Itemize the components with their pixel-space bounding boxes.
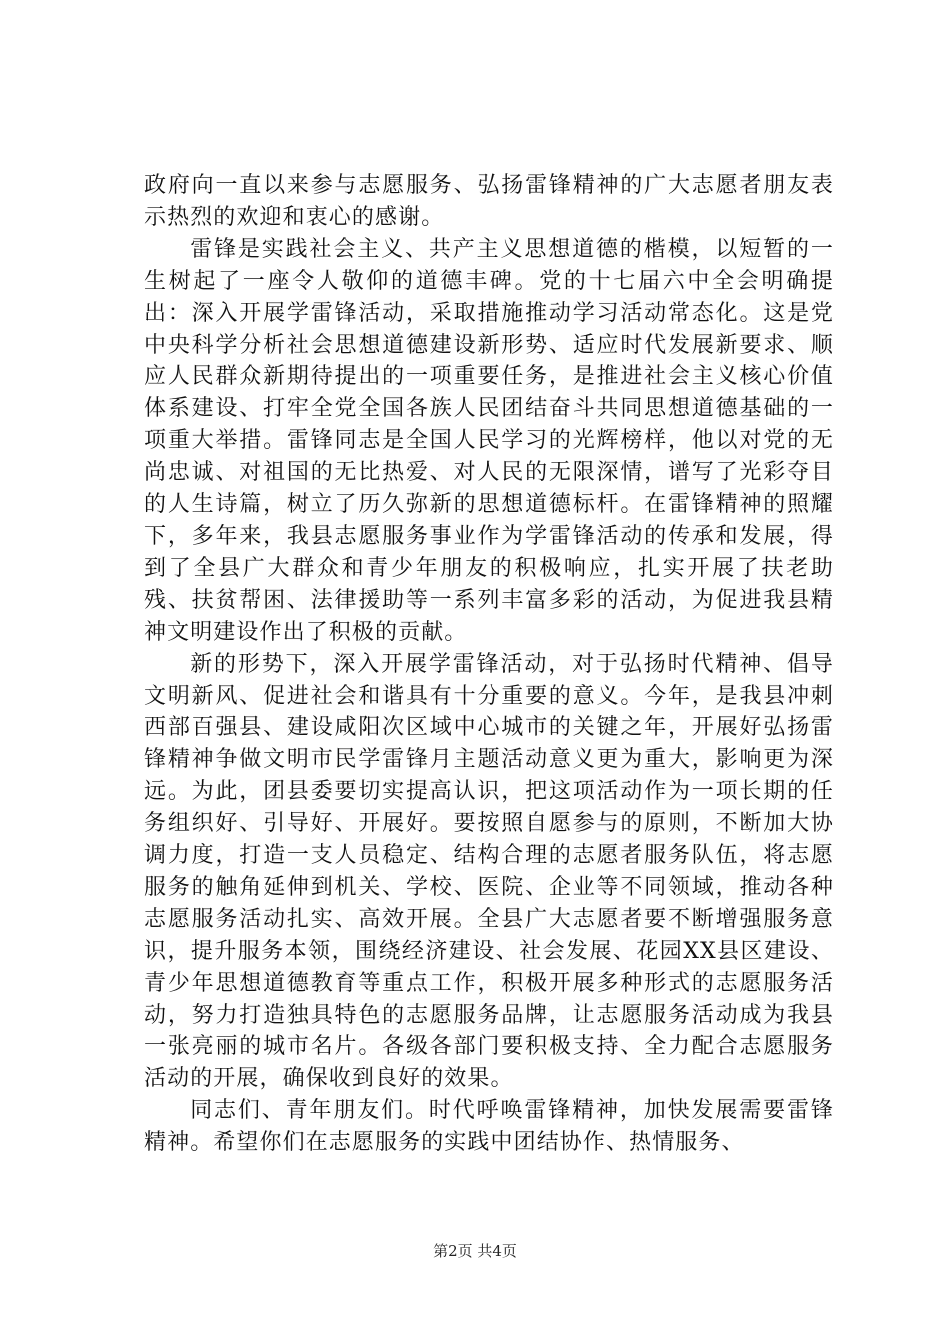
paragraph: 雷锋是实践社会主义、共产主义思想道德的楷模，以短暂的一生树起了一座令人敬仰的道德丰碑。党的十七届六中全会明确提出：深入开展学雷锋活动，采取措施推动学习活动常态化。这是党中央科学分析社会思想道德建设新形势、适应时代发展新要求、顺应人民群众新期待提出的一项重要任务，是推进社会主义核心价值体系建设、打牢全党全国各族人民团结奋斗共同思想道德基础的一项重大举措。雷锋同志是全国人民学习的光辉榜样，他以对党的无尚忠诚、对祖国的无比热爱、对人民的无限深情，谱写了光彩夺目的人生诗篇，树立了历久弥新的思想道德标杆。在雷锋精神的照耀下，多年来，我县志愿服务事业作为学雷锋活动的传承和发展，得到了全县广大群众和青少年朋友的积极响应，扎实开展了扶老助残、扶贫帮困、法律援助等一系列丰富多彩的活动，为促进我县精神文明建设作出了积极的贡献。 xyxy=(144,236,834,645)
document-body xyxy=(144,170,834,1159)
page-number-footer: 第2页 共4页 xyxy=(433,1242,517,1260)
paragraph: 新的形势下，深入开展学雷锋活动，对于弘扬时代精神、倡导文明新风、促进社会和谐具有十分重要的意义。今年，是我县冲刺西部百强县、建设咸阳次区域中心城市的关键之年，开展好弘扬雷锋精神争做文明市民学雷锋月主题活动意义更为重大，影响更为深远。为此，团县委要切实提高认识，把这项活动作为一项长期的任务组织好、引导好、开展好。要按照自愿参与的原则，不断加大协调力度，打造一支人员稳定、结构合理的志愿者服务队伍，将志愿服务的触角延伸到机关、学校、医院、企业等不同领域，推动各种志愿服务活动扎实、高效开展。全县广大志愿者要不断增强服务意识，提升服务本领，围绕经济建设、社会发展、花园XX县区建设、青少年思想道德教育等重点工作，积极开展多种形式的志愿服务活动，努力打造独具特色的志愿服务品牌，让志愿服务活动成为我县一张亮丽的城市名片。各级各部门要积极支持、全力配合志愿服务活动的开展，确保收到良好的效果。 xyxy=(144,651,834,1092)
paragraph-continuation: 政府向一直以来参与志愿服务、弘扬雷锋精神的广大志愿者朋友表示热烈的欢迎和衷心的感谢。 xyxy=(144,173,834,230)
paragraph: 同志们、青年朋友们。时代呼唤雷锋精神，加快发展需要雷锋精神。希望你们在志愿服务的实践中团结协作、热情服务、 xyxy=(144,1098,834,1156)
